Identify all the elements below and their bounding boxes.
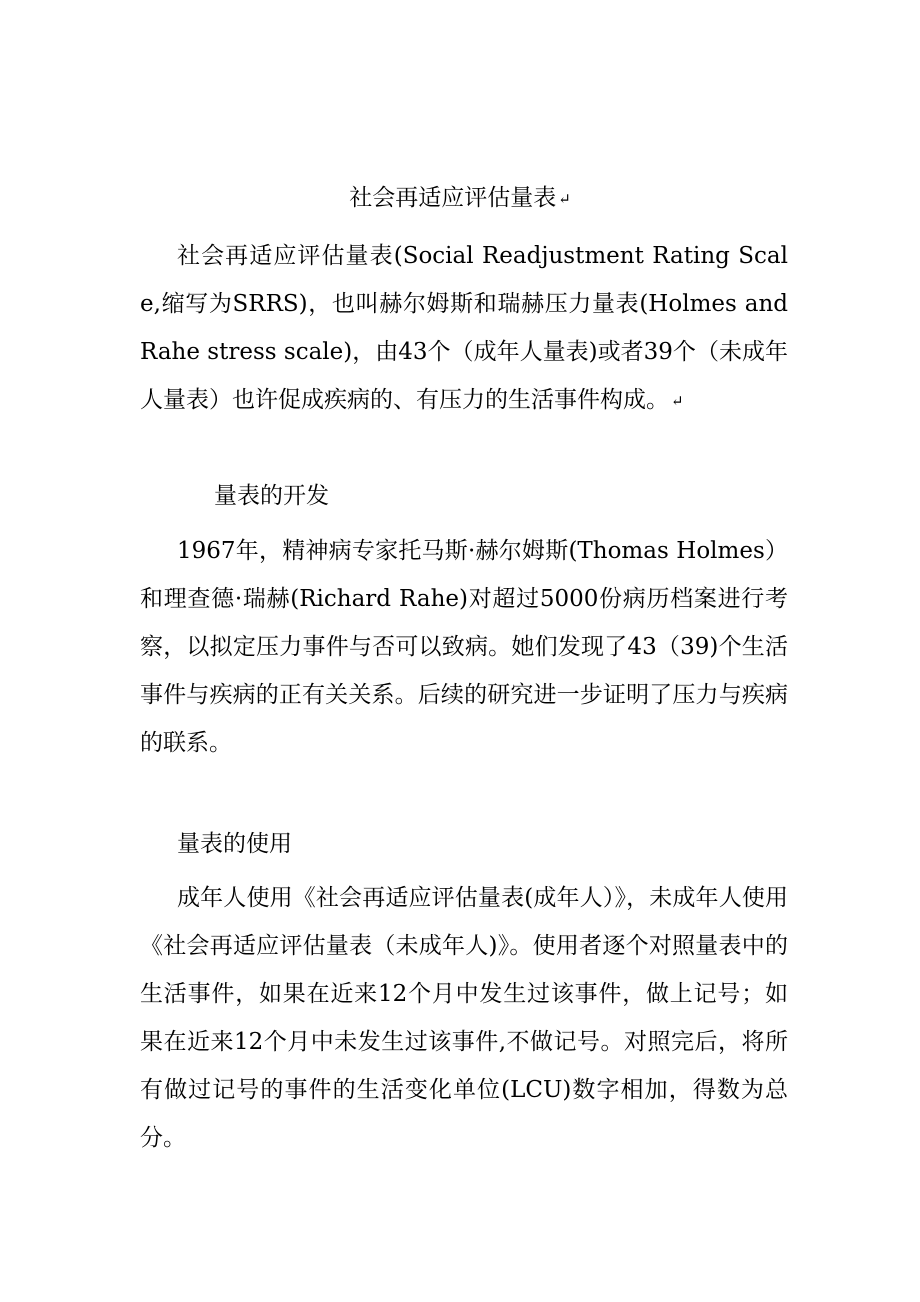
development-paragraph: 1967年，精神病专家托马斯·赫尔姆斯(Thomas Holmes）和理查德·瑞赫(Richard Rahe)对超过5000份病历档案进行考察，以拟定压力事件与否可以致病。她们发现了43（39)个生活事件与疾病的正有关关系。后续的研究进一步证明了压力与疾病的联系。 — [140, 538, 788, 756]
paragraph-mark-icon: ↵ — [671, 392, 684, 410]
intro-paragraph — [140, 232, 788, 425]
document-title — [0, 182, 920, 215]
usage-paragraph: 成年人使用《社会再适应评估量表(成年人）》，未成年人使用《社会再适应评估量表（未成年人)》。使用者逐个对照量表中的生活事件，如果在近来12个月中发生过该事件，做上记号；如果在近来12个月中未发生过该事件,不做记号。对照完后，将所有做过记号的事件的生活变化单位(LCU)数字相加，得数为总分。 — [140, 885, 788, 1151]
intro-text: 社会再适应评估量表(Social Readjustment Rating Scale,缩写为SRRS)，也叫赫尔姆斯和瑞赫压力量表(Holmes and Rahe stress scale)，由43个（成年人量表)或者39个（未成年人量表）也许促成疾病的、有压力的生活事件构成。 — [140, 243, 788, 413]
paragraph-mark-icon: ↵ — [558, 190, 571, 208]
title-text: 社会再适应评估量表 — [349, 185, 557, 211]
section-heading-development: 量表的开发 — [214, 483, 329, 509]
section-heading-usage: 量表的使用 — [177, 831, 292, 857]
